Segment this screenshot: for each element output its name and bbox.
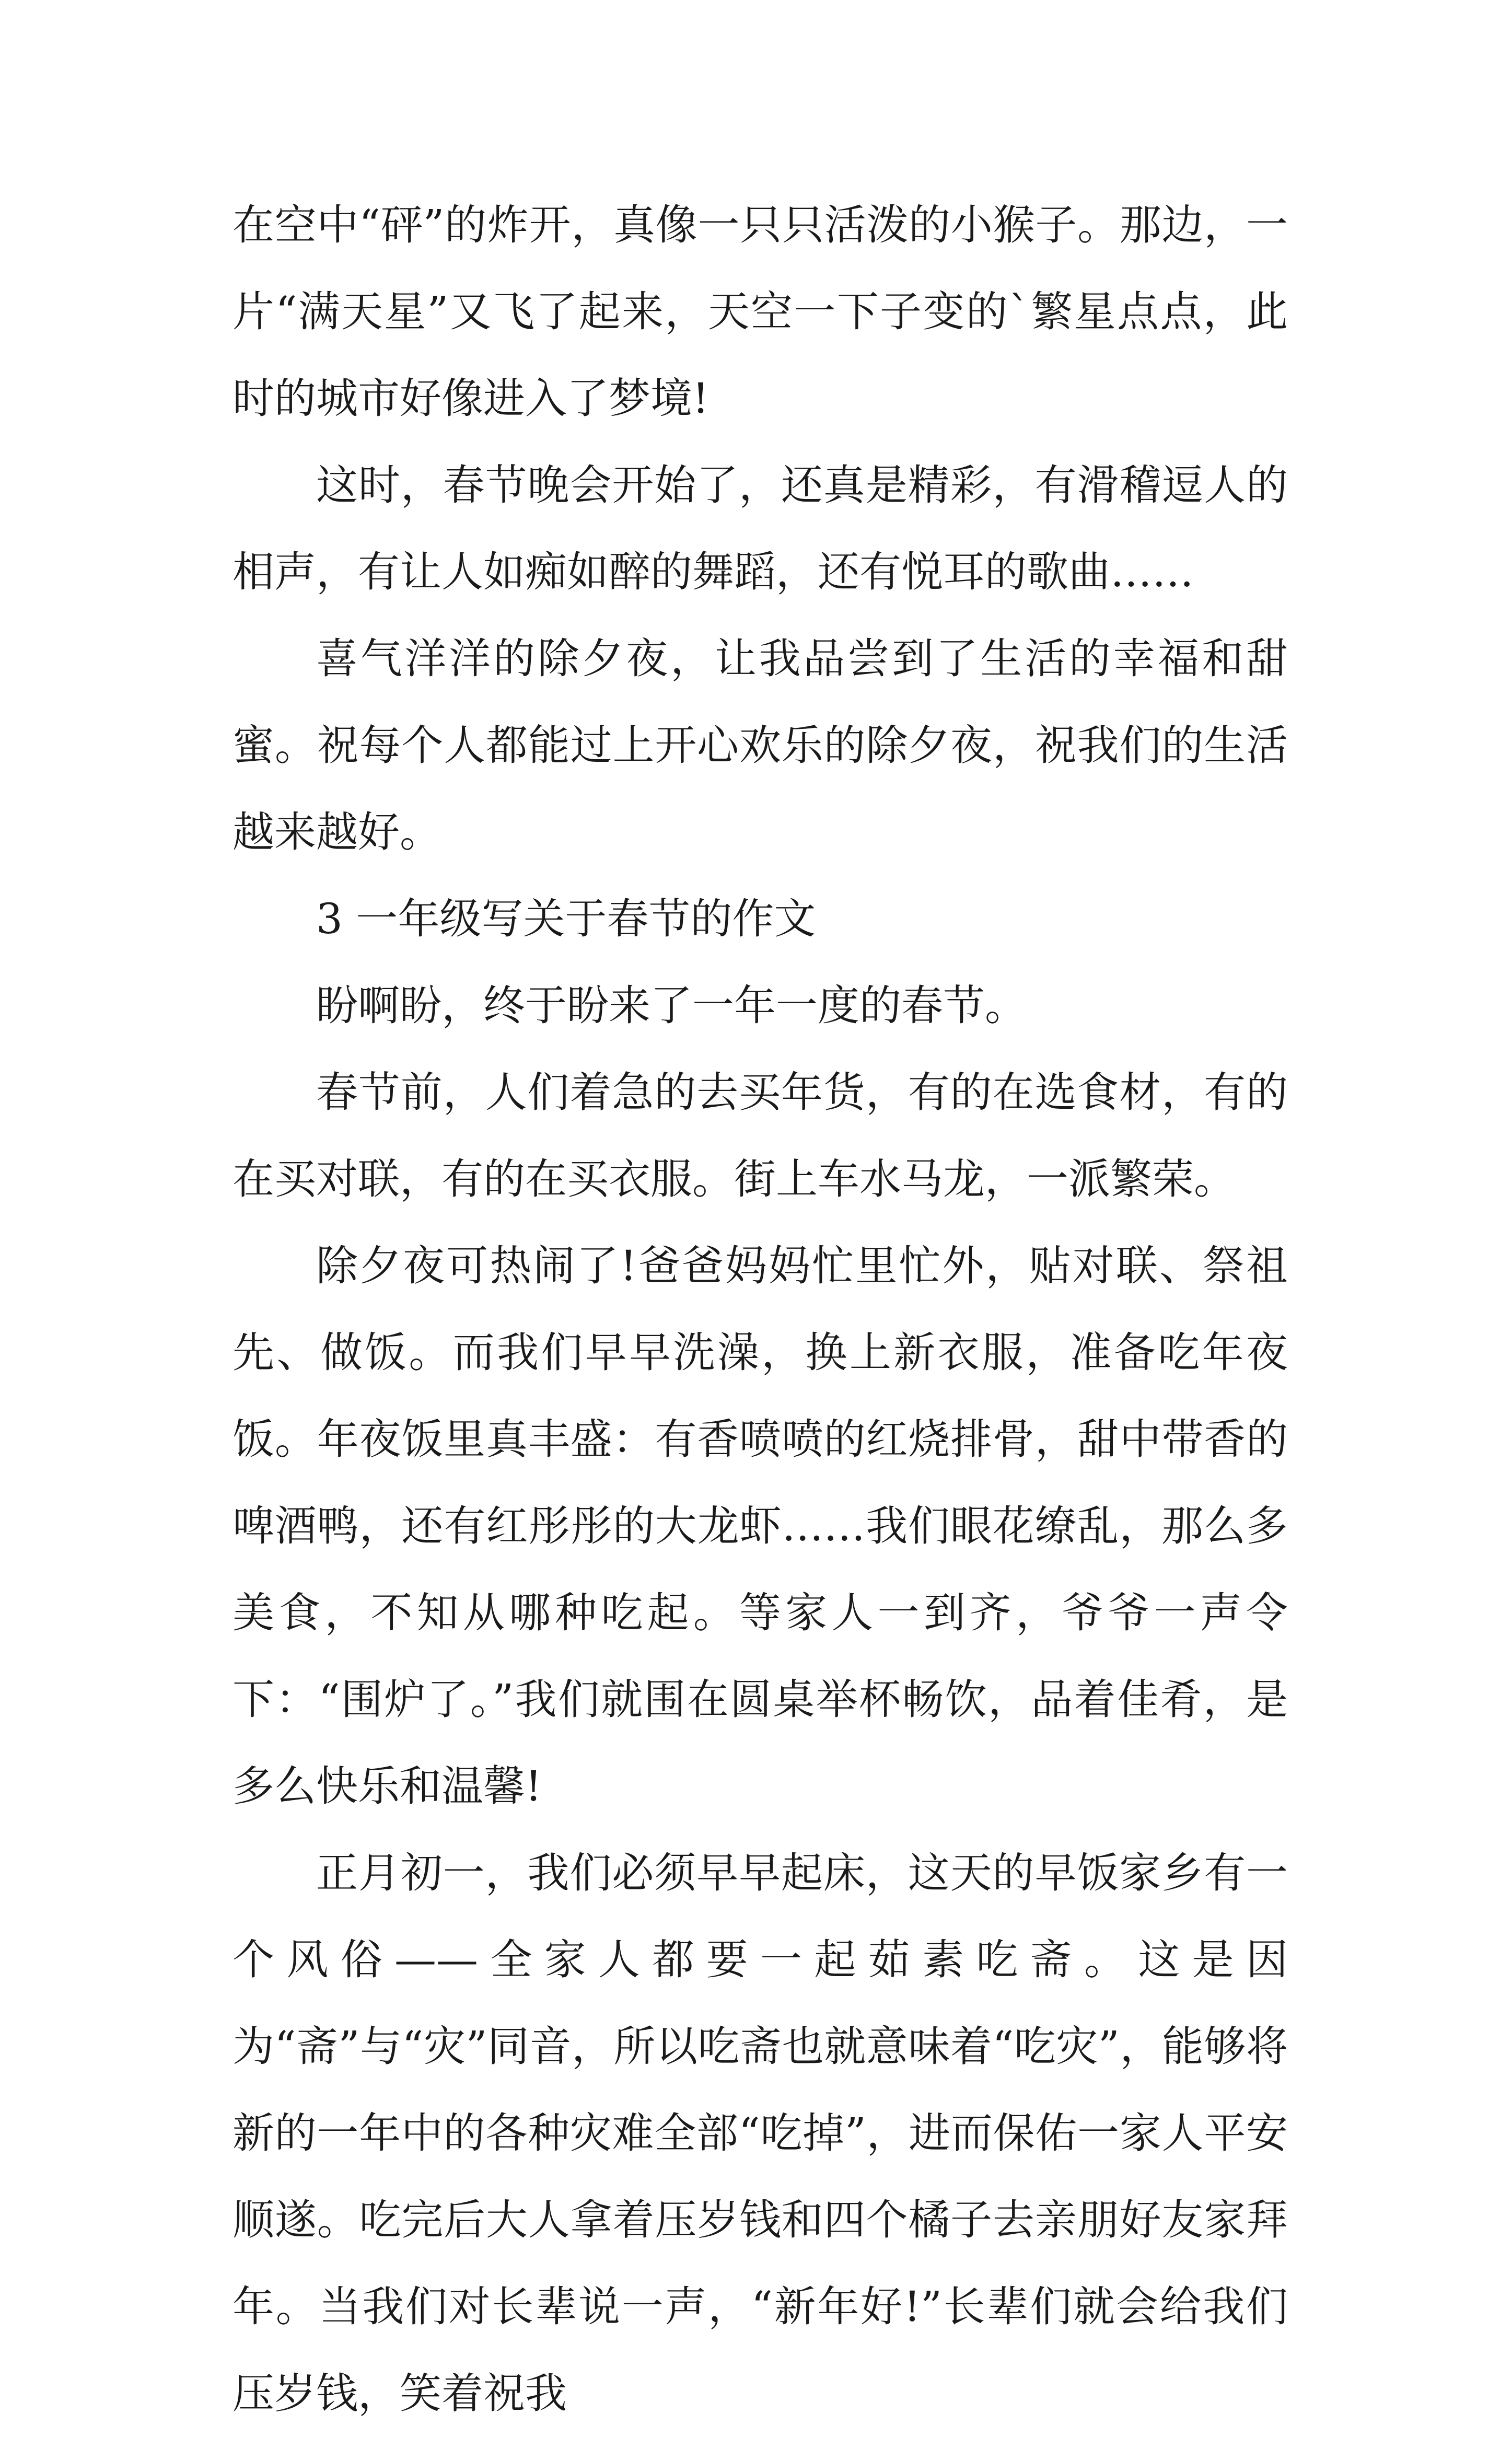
- section-heading: 3 一年级写关于春节的作文: [316, 895, 816, 943]
- paragraph-first-day: 正月初一，我们必须早早起床，这天的早饭家乡有一个风俗——全家人都要一起茹素吃斋。这是因为“斋”与“灾”同音，所以吃斋也就意味着“吃灾”，能够将新的一年中的各种灾难全部“吃掉”，进而保佑一家人平安顺遂。吃完后大人拿着压岁钱和四个橘子去亲朋好友家拜年。当我们对长辈说一声，“新年好!”长辈们就会给我们压岁钱，笑着祝我: [232, 1849, 1288, 2418]
- paragraph-waiting: 盼啊盼，终于盼来了一年一度的春节。: [316, 981, 1027, 1030]
- paragraph-fireworks: 在空中“砰”的炸开，真像一只只活泼的小猴子。那边，一片“满天星”又飞了起来，天空一下子变的`繁星点点，此时的城市好像进入了梦境!: [232, 201, 1288, 423]
- paragraph-shopping: 春节前，人们着急的去买年货，有的在选食材，有的在买对联，有的在买衣服。街上车水马龙，一派繁荣。: [232, 1068, 1288, 1203]
- document-body: [232, 182, 1288, 2437]
- paragraph-new-year-eve-wish: 喜气洋洋的除夕夜，让我品尝到了生活的幸福和甜蜜。祝每个人都能过上开心欢乐的除夕夜，祝我们的生活越来越好。: [232, 634, 1288, 856]
- paragraph-reunion-dinner: 除夕夜可热闹了!爸爸妈妈忙里忙外，贴对联、祭祖先、做饭。而我们早早洗澡，换上新衣服，准备吃年夜饭。年夜饭里真丰盛：有香喷喷的红烧排骨，甜中带香的啤酒鸭，还有红彤彤的大龙虾……我们眼花缭乱，那么多美食，不知从哪种吃起。等家人一到齐，爷爷一声令下：“围炉了。”我们就围在圆桌举杯畅饮，品着佳肴，是多么快乐和温馨!: [232, 1241, 1288, 1811]
- paragraph-gala: 这时，春节晚会开始了，还真是精彩，有滑稽逗人的相声，有让人如痴如醉的舞蹈，还有悦耳的歌曲……: [232, 461, 1288, 596]
